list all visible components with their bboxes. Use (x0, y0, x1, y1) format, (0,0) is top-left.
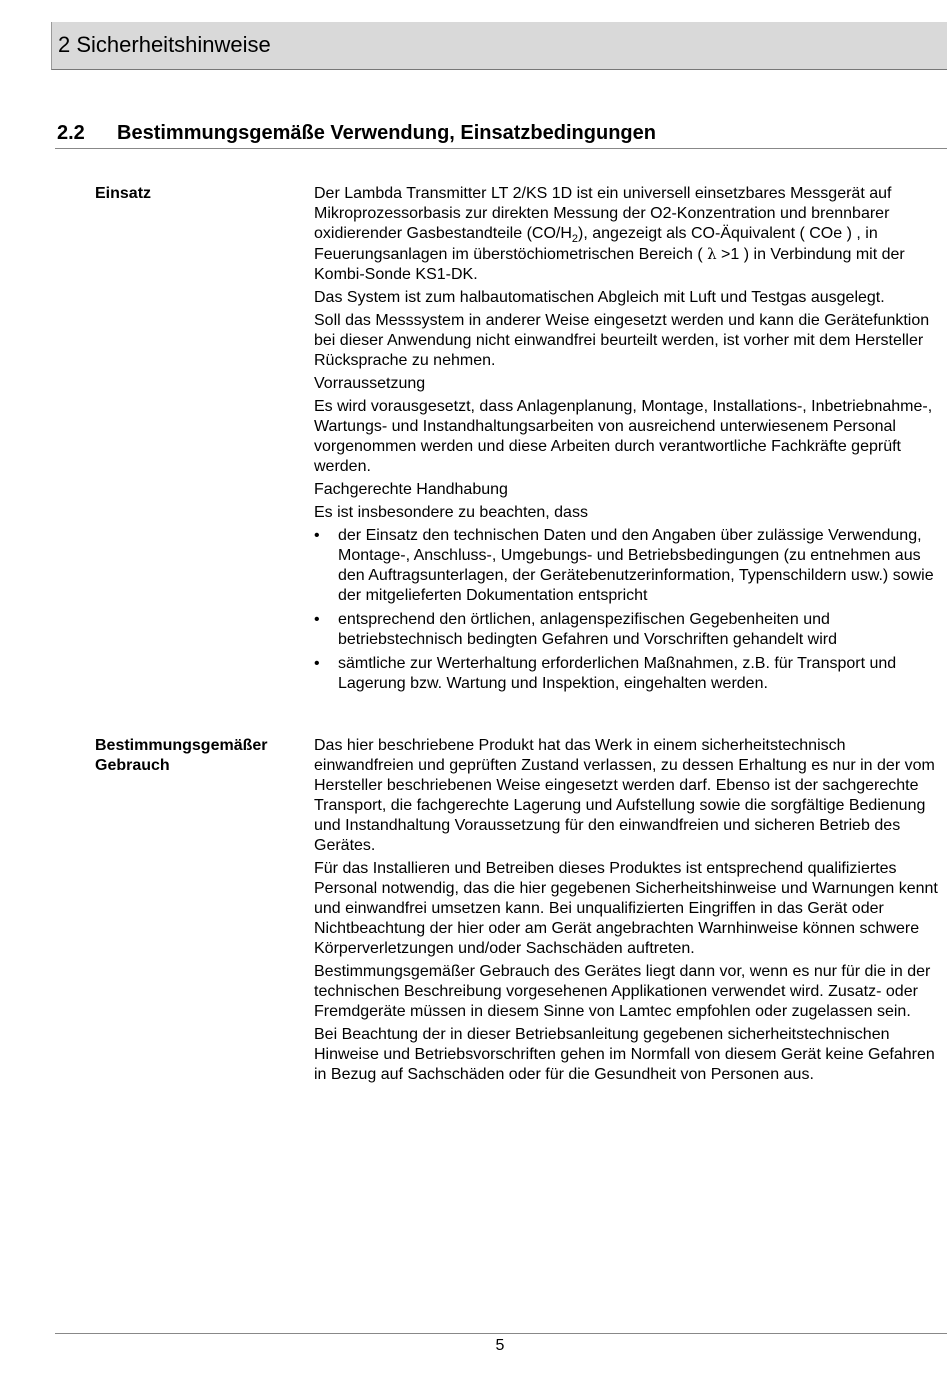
bullet-icon: • (314, 527, 320, 544)
intro-text-c: >1 ) in Verbindung mit der Kombi-Sonde KS1-DK. (314, 246, 905, 283)
einsatz-label: Einsatz (95, 185, 152, 202)
gebrauch-paragraph-applikationen: Bestimmungsgemäßer Gebrauch des Gerätes liegt dann vor, wenn es nur für die in der technischen Beschreibung vorgesehenen Applikationen verwendet wird. Zusatz- oder Fremdgeräte müssen in diesem Sinne von Lamtec empfohlen oder zugelassen sein. (314, 963, 931, 1020)
section-heading (57, 121, 656, 145)
gebrauch-paragraph-gefahren: Bei Beachtung der in dieser Betriebsanleitung gegebenen sicherheitstechnischen Hinweise und Betriebsvorschriften gehen im Normfall von diesem Gerät keine Gefahren in Bezug auf Sachschäden oder für die Gesundheit von Personen aus. (314, 1026, 935, 1083)
section-divider (55, 148, 947, 149)
intro-text-a: Der Lambda Transmitter LT 2/KS 1D ist ein universell einsetzbares Messgerät auf Mikroprozessorbasis zur direkten Messung der O2-Konzentration und brennbarer oxidierender Gasbestandteile (CO/H (314, 185, 892, 242)
einsatz-paragraph-abgleich: Das System ist zum halbautomatischen Abgleich mit Luft und Testgas ausgelegt. (314, 289, 885, 306)
einsatz-subheading-handhabung: Fachgerechte Handhabung (314, 481, 508, 498)
section-title: Bestimmungsgemäße Verwendung, Einsatzbedingungen (117, 122, 656, 144)
einsatz-subheading-vorraussetzung: Vorraussetzung (314, 375, 426, 392)
gebrauch-label-line1: Bestimmungsgemäßer (95, 737, 268, 754)
einsatz-bullet-list (314, 526, 946, 694)
intro-subscript: 2 (571, 233, 579, 246)
einsatz-paragraph-beachten: Es ist insbesondere zu beachten, dass (314, 504, 588, 521)
chapter-title: 2 Sicherheitshinweise (58, 32, 271, 57)
intro-text-b: ), angezeigt als CO-Äquivalent ( COe ) , in Feuerungsanlagen im überstöchiometrischen Bereich ( (314, 225, 878, 263)
list-item-text: entsprechend den örtlichen, anlagenspezifischen Gegebenheiten und betriebstechnisch bedingten Gefahren und Vorschriften gehandelt wird (338, 611, 837, 648)
gebrauch-content (314, 736, 946, 1088)
einsatz-paragraph-intro (314, 184, 946, 285)
chapter-header-bar (51, 22, 947, 70)
list-item (314, 526, 946, 606)
list-item (314, 654, 946, 694)
gebrauch-paragraph-personal: Für das Installieren und Betreiben dieses Produktes ist entsprechend qualifiziertes Personal notwendig, das die hier gegebenen Sicherheitshinweise und Warnungen kennt und einwandfrei umsetzen kann. Bei unqualifizierten Eingriffen in das Gerät oder Nichtbeachtung der hier oder am Gerät angebrachten Warnhinweise können schwere Körperverletzungen und/oder Sachschäden auftreten. (314, 860, 938, 957)
einsatz-paragraph-personal: Es wird vorausgesetzt, dass Anlagenplanung, Montage, Installations-, Inbetriebnahme-, Wartungs- und Instandhaltungsarbeiten von ausreichend unterwiesenem Personal vorgenommen werden und diese Arbeiten durch verantwortliche Fachkräfte geprüft werden. (314, 398, 933, 475)
list-item-text: sämtliche zur Werterhaltung erforderlichen Maßnahmen, z.B. für Transport und Lagerung bzw. Wartung und Inspektion, eingehalten werden. (338, 655, 897, 692)
page-number: 5 (495, 1337, 505, 1354)
gebrauch-label (95, 736, 295, 776)
lambda-symbol: λ (707, 245, 717, 263)
einsatz-content (314, 184, 946, 698)
list-item (314, 610, 946, 650)
gebrauch-paragraph-zustand: Das hier beschriebene Produkt hat das Werk in einem sicherheitstechnisch einwandfreien und geprüften Zustand verlassen, zu dessen Erhaltung es nur in der vom Hersteller beschriebenen Weise eingesetzt werden darf. Ebenso ist der sachgerechte Transport, die fachgerechte Lagerung und Aufstellung sowie die sorgfältige Bedienung und Instandhaltung Voraussetzung für den einwandfreien und sicheren Betrieb des Gerätes. (314, 737, 935, 854)
gebrauch-label-line2: Gebrauch (95, 757, 170, 774)
list-item-text: der Einsatz den technischen Daten und den Angaben über zulässige Verwendung, Montage-, Anschluss-, Umgebungs- und Betriebsbedingungen (zu entnehmen aus den Auftragsunterlagen, der Gerätebenutzerinformation, Typenschildern usw.) sowie der mitgelieferten Dokumentation entspricht (338, 527, 934, 604)
bullet-icon: • (314, 655, 320, 672)
section-number: 2.2 (57, 122, 85, 144)
bullet-icon: • (314, 611, 320, 628)
footer-divider (55, 1333, 947, 1334)
einsatz-paragraph-ruecksprache: Soll das Messsystem in anderer Weise eingesetzt werden und kann die Gerätefunktion bei dieser Anwendung nicht einwandfrei beurteilt werden, ist vorher mit dem Hersteller Rücksprache zu nehmen. (314, 312, 930, 369)
